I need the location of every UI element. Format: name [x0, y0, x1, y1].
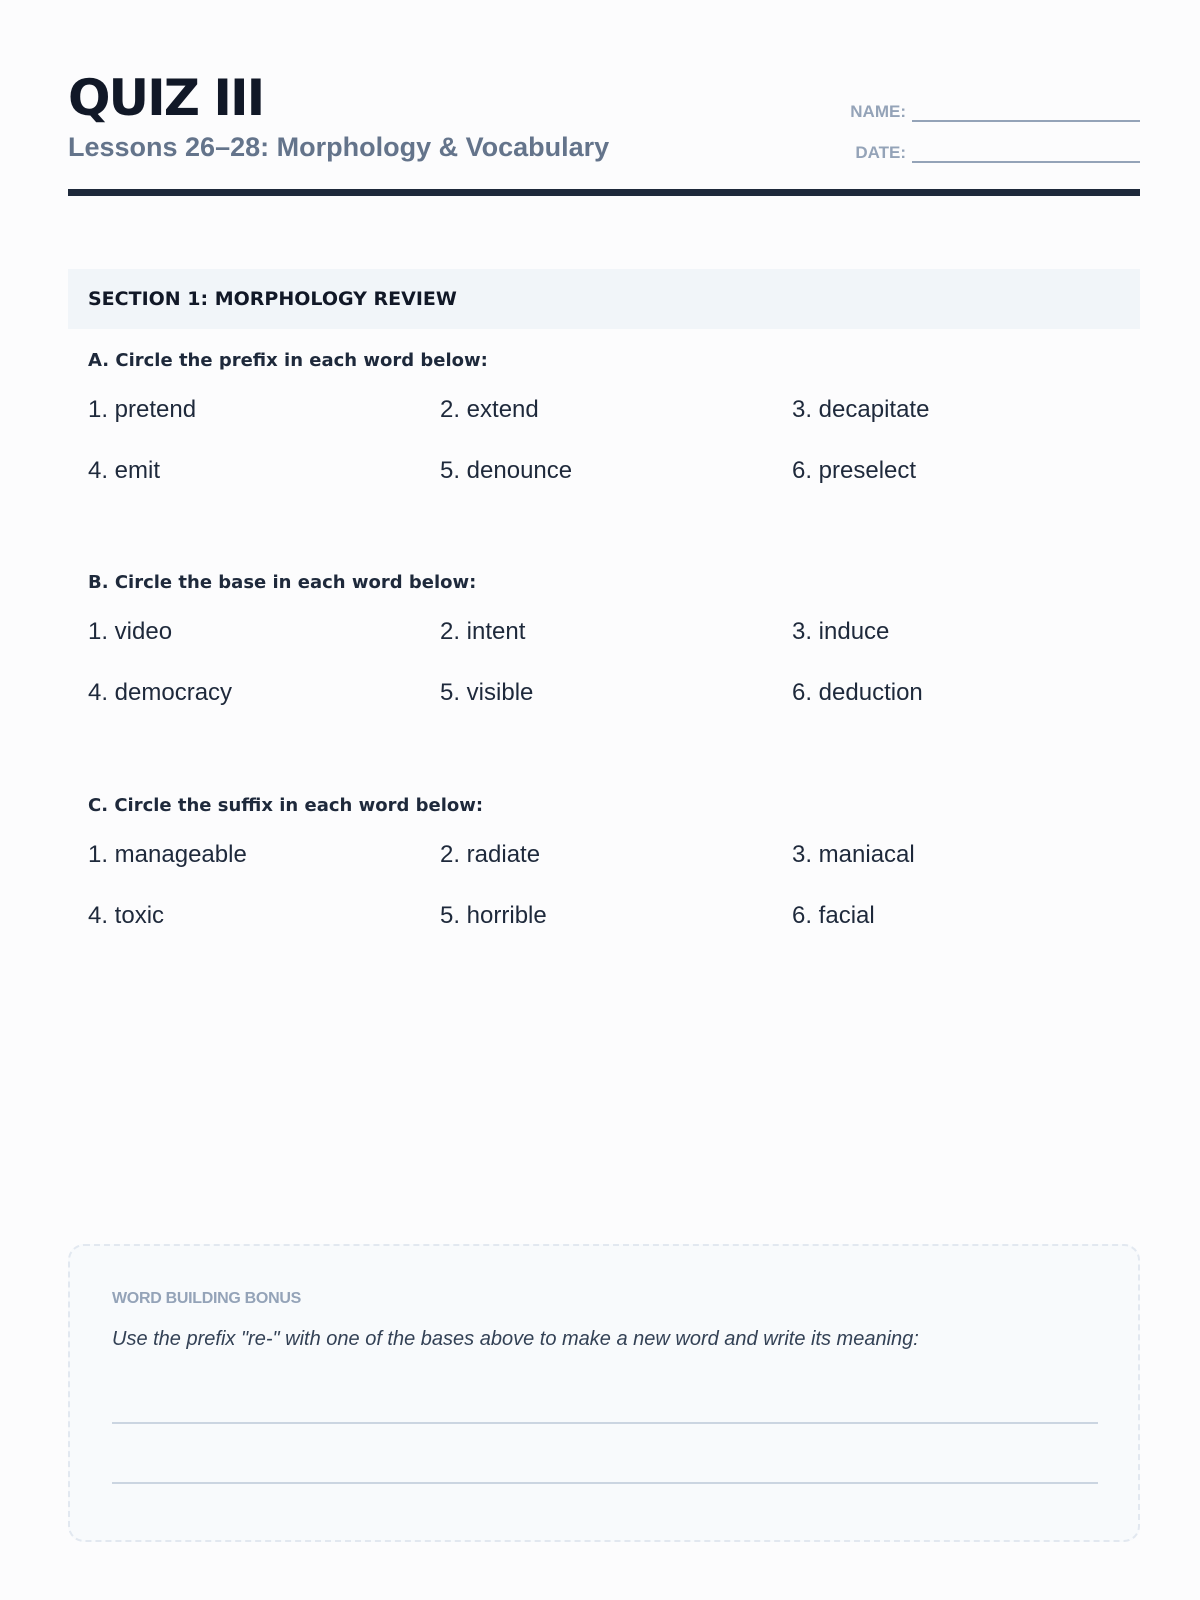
word-item[interactable]: 6. preselect — [792, 457, 917, 484]
word-grid — [88, 618, 1140, 738]
part-instruction: C. Circle the suffix in each word below: — [88, 795, 484, 816]
part-suffix — [88, 795, 1140, 961]
section-header — [68, 269, 1140, 329]
quiz-title: QUIZ III — [68, 69, 264, 127]
word-item[interactable]: 1. pretend — [88, 396, 197, 423]
part-prefix — [88, 350, 1140, 516]
answer-line[interactable] — [112, 1422, 1098, 1424]
word-item[interactable]: 3. maniacal — [792, 841, 915, 868]
part-instruction: B. Circle the base in each word below: — [88, 572, 477, 593]
part-instruction: A. Circle the prefix in each word below: — [88, 350, 488, 371]
word-item[interactable]: 1. video — [88, 618, 173, 645]
word-item[interactable]: 2. intent — [440, 618, 526, 645]
part-base — [88, 572, 1140, 738]
word-grid — [88, 841, 1140, 961]
name-write-line[interactable] — [912, 106, 1140, 122]
word-item[interactable]: 4. democracy — [88, 679, 233, 706]
word-item[interactable]: 5. visible — [440, 679, 534, 706]
word-item[interactable]: 2. radiate — [440, 841, 541, 868]
date-write-line[interactable] — [912, 147, 1140, 163]
word-item[interactable]: 3. decapitate — [792, 396, 930, 423]
word-item[interactable]: 6. facial — [792, 902, 875, 929]
bonus-label: WORD BUILDING BONUS — [112, 1290, 301, 1307]
word-grid — [88, 396, 1140, 516]
answer-line[interactable] — [112, 1482, 1098, 1484]
bonus-prompt: Use the prefix "re-" with one of the bases above to make a new word and write its meaning: — [112, 1328, 919, 1350]
word-item[interactable]: 4. toxic — [88, 902, 165, 929]
word-item[interactable]: 3. induce — [792, 618, 890, 645]
bonus-box — [68, 1244, 1140, 1542]
word-item[interactable]: 2. extend — [440, 396, 539, 423]
word-item[interactable]: 6. deduction — [792, 679, 923, 706]
date-label: DATE: — [855, 143, 906, 162]
quiz-subtitle: Lessons 26–28: Morphology & Vocabulary — [68, 132, 610, 162]
name-field[interactable] — [850, 102, 1140, 122]
word-item[interactable]: 5. denounce — [440, 457, 573, 484]
date-field[interactable] — [855, 143, 1140, 163]
word-item[interactable]: 5. horrible — [440, 902, 547, 929]
section-title: SECTION 1: MORPHOLOGY REVIEW — [88, 288, 457, 310]
word-item[interactable]: 4. emit — [88, 457, 161, 484]
name-label: NAME: — [850, 102, 906, 121]
word-item[interactable]: 1. manageable — [88, 841, 247, 868]
quiz-header — [68, 70, 1140, 196]
